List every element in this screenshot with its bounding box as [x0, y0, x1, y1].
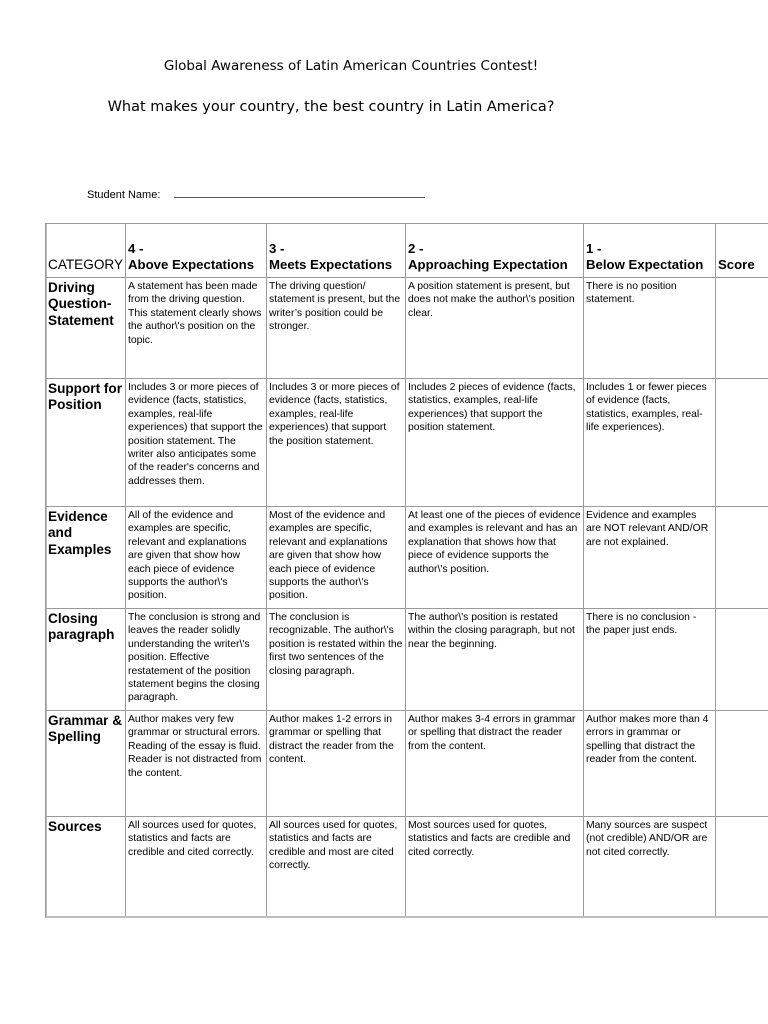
level-3-cell: The driving question/ statement is present, but the writer’s position could be stronger.	[267, 278, 406, 379]
level-4-cell: All of the evidence and examples are specific, relevant and explanations are given that show how each piece of evidence supports the author\'s position.	[126, 507, 267, 609]
level-1-cell: There is no position statement.	[584, 278, 716, 379]
document-title: Global Awareness of Latin American Countries Contest!	[163, 58, 539, 74]
category-cell: Support for Position	[46, 379, 126, 507]
score-cell	[716, 609, 768, 711]
rubric-row	[46, 817, 768, 918]
level-1-cell: Evidence and examples are NOT relevant AND/OR are not explained.	[584, 507, 716, 609]
category-cell: Sources	[46, 817, 126, 918]
score-cell	[716, 379, 768, 507]
student-name-label: Student Name:	[87, 189, 161, 201]
rubric-row	[46, 278, 768, 379]
header-level-2: 2 - Approaching Expectation	[406, 224, 584, 278]
level-2-cell: The author\'s position is restated within the closing paragraph, but not near the beginning.	[406, 609, 584, 711]
score-cell	[716, 711, 768, 817]
rubric-row	[46, 507, 768, 609]
header-level-4: 4 - Above Expectations	[126, 224, 267, 278]
level-3-cell: Author makes 1-2 errors in grammar or spelling that distract the reader from the content.	[267, 711, 406, 817]
level-3-cell: Most of the evidence and examples are specific, relevant and explanations are given that show how each piece of evidence supports the author\'s position.	[267, 507, 406, 609]
score-cell	[716, 507, 768, 609]
table-bottom-shadow	[46, 916, 768, 918]
level-2-cell: Author makes 3-4 errors in grammar or spelling that distract the reader from the content.	[406, 711, 584, 817]
rubric-row	[46, 379, 768, 507]
category-cell: Grammar & Spelling	[46, 711, 126, 817]
level-3-cell: All sources used for quotes, statistics and facts are credible and most are cited correctly.	[267, 817, 406, 918]
score-cell	[716, 278, 768, 379]
level-3-cell: Includes 3 or more pieces of evidence (facts, statistics, examples, real-life experiences) that support the position statement.	[267, 379, 406, 507]
score-cell	[716, 817, 768, 918]
header-category: CATEGORY	[46, 224, 126, 278]
level-1-cell: There is no conclusion - the paper just ends.	[584, 609, 716, 711]
level-4-cell: All sources used for quotes, statistics and facts are credible and cited correctly.	[126, 817, 267, 918]
header-level-1: 1 - Below Expectation	[584, 224, 716, 278]
level-1-cell: Includes 1 or fewer pieces of evidence (facts, statistics, examples, real-life experiences).	[584, 379, 716, 507]
document-subtitle: What makes your country, the best country in Latin America?	[107, 99, 555, 115]
level-1-cell: Many sources are suspect (not credible) AND/OR are not cited correctly.	[584, 817, 716, 918]
level-1-cell: Author makes more than 4 errors in grammar or spelling that distract the reader from the content.	[584, 711, 716, 817]
category-cell: Driving Question-Statement	[46, 278, 126, 379]
rubric-table	[45, 223, 768, 918]
header-level-3: 3 - Meets Expectations	[267, 224, 406, 278]
level-2-cell: At least one of the pieces of evidence and examples is relevant and has an explanation that shows how that piece of evidence supports the author\'s position.	[406, 507, 584, 609]
student-name-field	[87, 187, 425, 201]
rubric-row	[46, 711, 768, 817]
level-2-cell: A position statement is present, but does not make the author\'s position clear.	[406, 278, 584, 379]
header-score: Score	[716, 224, 768, 278]
rubric-header-row	[46, 224, 768, 278]
student-name-line	[174, 187, 425, 198]
level-2-cell: Includes 2 pieces of evidence (facts, statistics, examples, real-life experiences) that support the position statement.	[406, 379, 584, 507]
category-cell: Evidence and Examples	[46, 507, 126, 609]
level-2-cell: Most sources used for quotes, statistics and facts are credible and cited correctly.	[406, 817, 584, 918]
rubric-row	[46, 609, 768, 711]
level-4-cell: Includes 3 or more pieces of evidence (facts, statistics, examples, real-life experiences) that support the position statement. The writer also anticipates some of the reader's concerns and addresses them.	[126, 379, 267, 507]
level-4-cell: Author makes very few grammar or structural errors. Reading of the essay is fluid. Reader is not distracted from the content.	[126, 711, 267, 817]
level-3-cell: The conclusion is recognizable. The author\'s position is restated within the first two sentences of the closing paragraph.	[267, 609, 406, 711]
category-cell: Closing paragraph	[46, 609, 126, 711]
level-4-cell: A statement has been made from the driving question. This statement clearly shows the author\'s position on the topic.	[126, 278, 267, 379]
level-4-cell: The conclusion is strong and leaves the reader solidly understanding the writer\'s position. Effective restatement of the position statement begins the closing paragraph.	[126, 609, 267, 711]
